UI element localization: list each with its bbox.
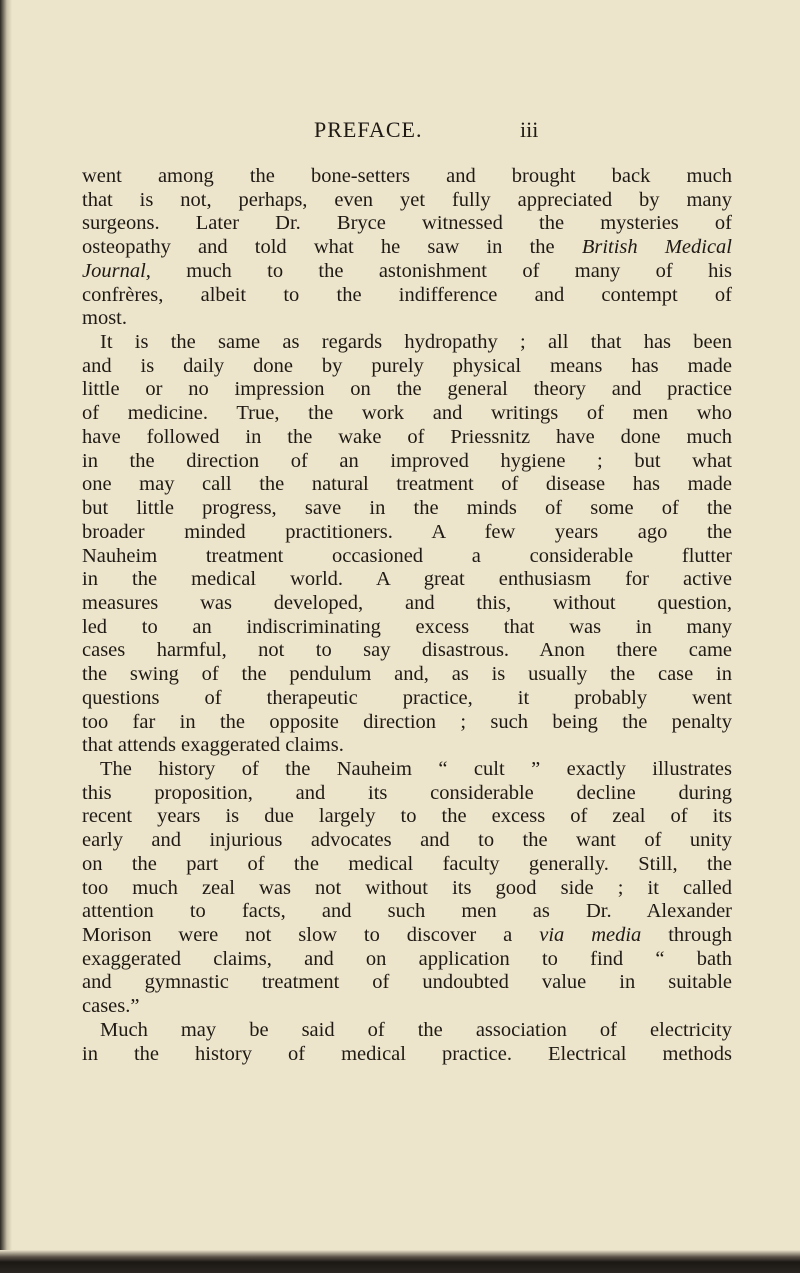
text-line: that attends exaggerated claims. [82, 734, 344, 757]
running-head [82, 117, 782, 147]
text-fragment: Morison were not slow to discover a [82, 924, 513, 946]
text-fragment: through [668, 924, 732, 946]
text-line [82, 260, 732, 284]
page-number: iii [520, 117, 539, 142]
text-line: most. [82, 307, 127, 330]
text-line: too far in the opposite direction ; such being the penalty [82, 710, 732, 733]
text-line: and gymnastic treatment of undoubted value in suitable [82, 971, 732, 994]
text-line: little or no impression on the general theory and practice [82, 378, 732, 401]
text-line: cases harmful, not to say disastrous. Anon there came [82, 639, 732, 662]
italic-journal-title: British Medical [581, 236, 732, 259]
text-fragment: much to the astonishment of many of his [186, 259, 732, 282]
text-line: led to an indiscriminating excess that was in many [82, 615, 732, 638]
text-line [82, 924, 732, 948]
text-line: on the part of the medical faculty generally. Still, the [82, 852, 732, 875]
text-line: cases.” [82, 995, 140, 1018]
text-line: of medicine. True, the work and writings of men who [82, 402, 732, 425]
text-line: went among the bone-setters and brought back much [82, 165, 732, 187]
running-head-title: PREFACE. [314, 117, 423, 142]
text-line: and is daily done by purely physical means has made [82, 354, 732, 377]
text-line: in the history of medical practice. Electrical methods [82, 1042, 732, 1065]
text-line: one may call the natural treatment of disease has made [82, 473, 732, 496]
page-gutter-shadow [0, 0, 12, 1273]
text-line: attention to facts, and such men as Dr. Alexander [82, 900, 732, 923]
text-line: confrères, albeit to the indifference and contempt of [82, 283, 732, 306]
body-text [82, 165, 732, 1066]
text-line: but little progress, save in the minds of some of the [82, 497, 732, 520]
text-line: Nauheim treatment occasioned a considerable flutter [82, 544, 732, 567]
text-line: surgeons. Later Dr. Bryce witnessed the mysteries of [82, 212, 732, 235]
italic-phrase-via-media: via media [539, 924, 642, 946]
page-bottom-edge-shadow [0, 1250, 800, 1273]
text-line: questions of therapeutic practice, it probably went [82, 686, 732, 709]
text-line: in the direction of an improved hygiene ; but what [82, 449, 732, 472]
text-fragment: osteopathy and told what he saw in the [82, 236, 555, 259]
text-line: that is not, perhaps, even yet fully appreciated by many [82, 188, 732, 211]
paragraph-start-line: The history of the Nauheim “ cult ” exactly illustrates [100, 757, 732, 780]
italic-journal-word: Journal, [82, 259, 151, 282]
text-line: broader minded practitioners. A few years ago the [82, 520, 732, 543]
text-line: early and injurious advocates and to the want of unity [82, 829, 732, 852]
text-line [82, 236, 732, 260]
text-line: in the medical world. A great enthusiasm for active [82, 568, 732, 591]
paragraph-start-line: It is the same as regards hydropathy ; all that has been [100, 331, 732, 354]
paragraph-start-line: Much may be said of the association of electricity [100, 1018, 732, 1041]
text-line: exaggerated claims, and on application to find “ bath [82, 947, 732, 970]
text-line: the swing of the pendulum and, as is usually the case in [82, 663, 732, 686]
text-line: have followed in the wake of Priessnitz have done much [82, 425, 732, 448]
text-line: this proposition, and its considerable decline during [82, 781, 732, 804]
text-line: recent years is due largely to the excess of zeal of its [82, 805, 732, 828]
text-line: measures was developed, and this, without question, [82, 591, 732, 614]
text-line: too much zeal was not without its good side ; it called [82, 876, 732, 899]
